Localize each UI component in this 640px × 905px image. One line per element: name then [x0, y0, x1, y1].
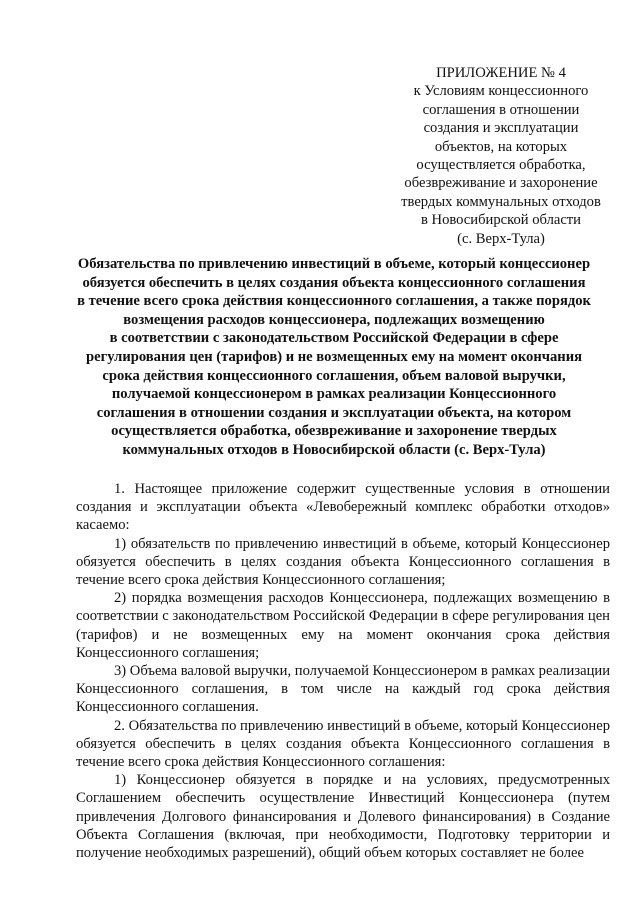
appendix-line: (с. Верх-Тула): [457, 230, 545, 247]
appendix-title: ПРИЛОЖЕНИЕ № 4: [436, 65, 566, 81]
heading-line: в течение всего срока действия концессионного соглашения, а также порядок: [77, 293, 591, 310]
paragraph-2: 2. Обязательства по привлечению инвестиций в объеме, который Концессионер обязуется обеспечить в целях создания объекта Концессионного соглашения в течение всего срока действия Концессионного соглашения:: [76, 717, 610, 771]
heading-line: получаемой концессионером в рамках реализации Концессионного: [111, 386, 557, 403]
appendix-line: объектов, на которых: [434, 138, 568, 155]
heading-line: возмещения расходов концессионера, подлежащих возмещению: [123, 311, 545, 328]
heading-line: осуществляется обработка, обезвреживание и захоронение твердых: [111, 423, 557, 440]
heading-line: обязуется обеспечить в целях создания объекта концессионного соглашения: [82, 274, 586, 291]
heading-line: регулирования цен (тарифов) и не возмещенных ему на момент окончания: [85, 348, 583, 365]
document-body: [76, 480, 610, 862]
heading-line: срока действия концессионного соглашения, объем валовой выручки,: [102, 367, 566, 384]
heading-line: Обязательства по привлечению инвестиций в объеме, который концессионер: [77, 256, 591, 272]
heading-line: в соответствии с законодательством Российской Федерации в сфере: [109, 330, 559, 347]
appendix-line: к Условиям концессионного: [413, 83, 589, 100]
appendix-line: создания и эксплуатации: [423, 120, 579, 137]
appendix-line: твердых коммунальных отходов: [401, 193, 601, 210]
paragraph-1-item-3: 3) Объема валовой выручки, получаемой Концессионером в рамках реализации Концессионного соглашения, в том числе на каждый год срока действия Концессионного соглашения.: [76, 663, 611, 716]
appendix-line: осуществляется обработка,: [416, 157, 586, 174]
appendix-line: в Новосибирской области: [420, 212, 581, 229]
appendix-line: обезвреживание и захоронение: [404, 175, 598, 192]
appendix-header: [388, 64, 614, 248]
heading-line: коммунальных отходов в Новосибирской области (с. Верх-Тула): [122, 441, 546, 458]
document-heading: [60, 255, 608, 460]
paragraph-1-item-2: 2) порядка возмещения расходов Концессионера, подлежащих возмещению в соответствии с законодательством Российской Федерации в сфере регулирования цен (тарифов) и не возмещенных ему на момент окончания срока действия Концессионного соглашения;: [76, 590, 610, 661]
appendix-line: соглашения в отношении: [422, 101, 580, 118]
paragraph-1-item-1: 1) обязательств по привлечению инвестиций в объеме, который Концессионер обязуется обеспечить в целях создания объекта Концессионного соглашения в течение всего срока действия Концессионного соглашения;: [76, 535, 610, 589]
paragraph-1: 1. Настоящее приложение содержит существенные условия в отношении создания и эксплуатации объекта «Левобережный комплекс обработки отходов» касаемо:: [76, 481, 610, 534]
paragraph-2-item-1: 1) Концессионер обязуется в порядке и на условиях, предусмотренных Соглашением обеспечить осуществление Инвестиций Концессионера (путем привлечения Долгового финансирования и Долевого финансирования) в Создание Объекта Соглашения (включая, при необходимости, Подготовку территории и получение необходимых разрешений), общий объем которых составляет не более: [76, 772, 610, 862]
heading-line: соглашения в отношении создания и эксплуатации объекта, на котором: [96, 404, 572, 421]
